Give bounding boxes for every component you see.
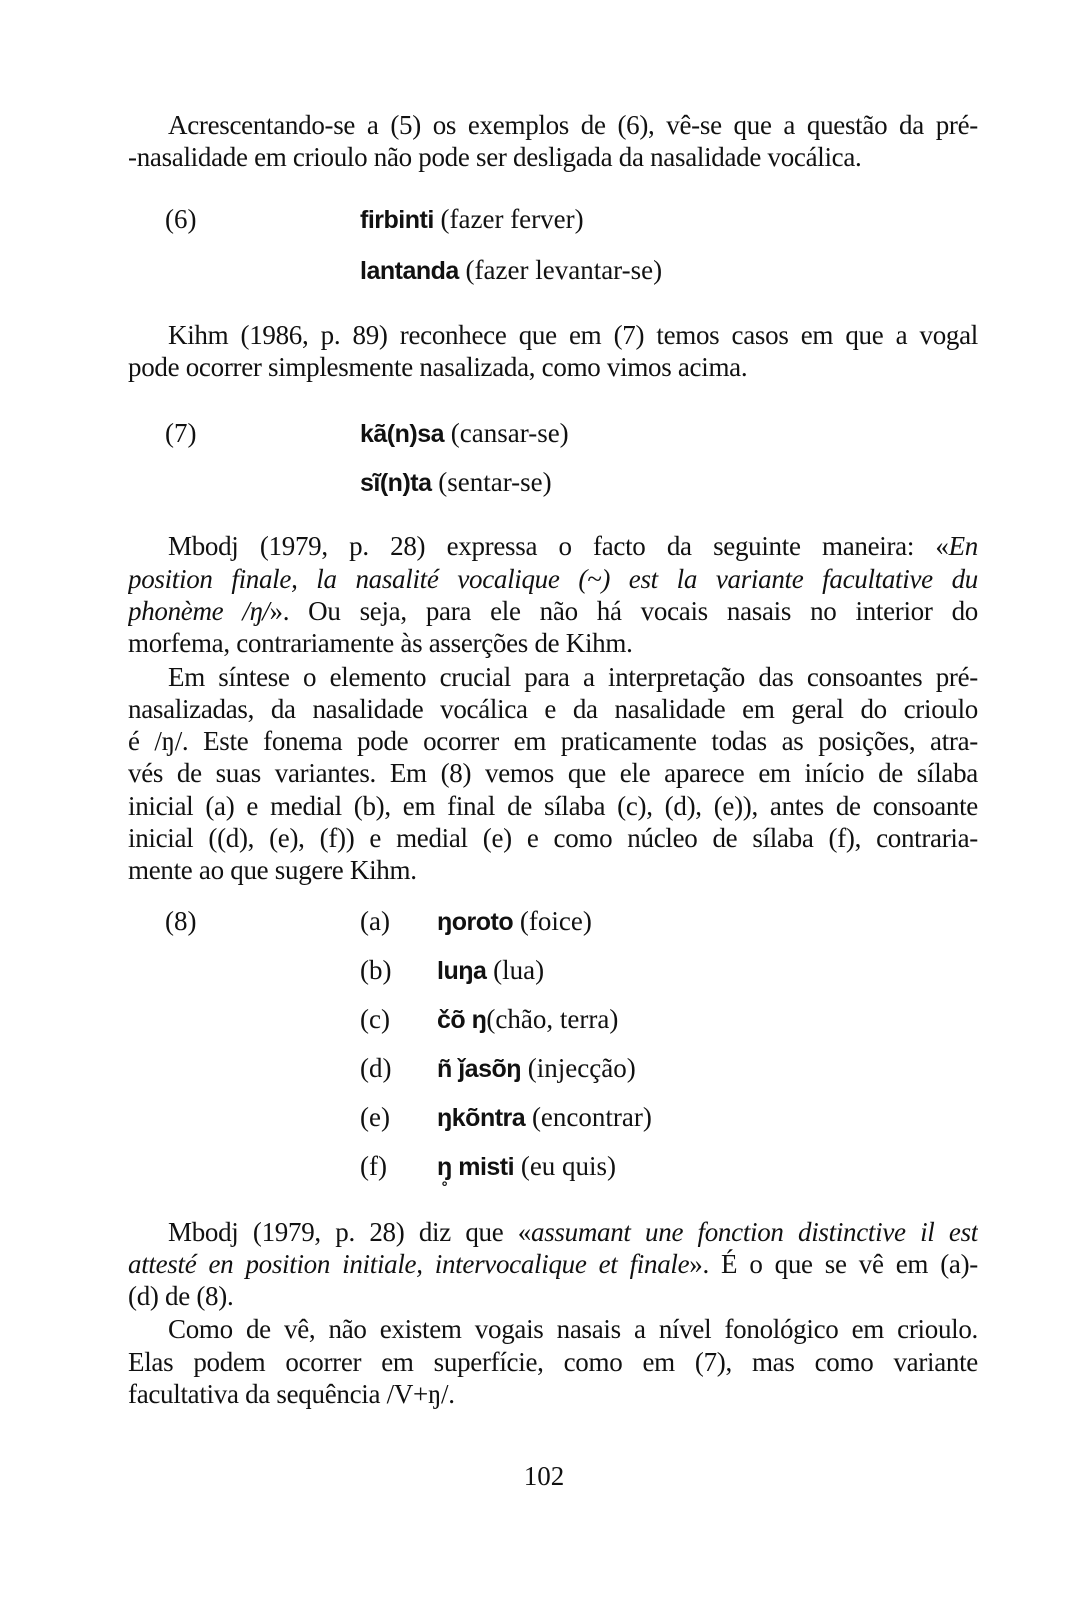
example-item bbox=[360, 254, 662, 287]
creole-word: ŋoroto bbox=[437, 908, 514, 936]
text-line: Em síntese o elemento crucial para a interpretação das consoantes pré- bbox=[168, 662, 978, 692]
text-line bbox=[168, 530, 978, 562]
example-item bbox=[437, 1052, 636, 1085]
example-number: (7) bbox=[165, 418, 197, 448]
gloss: (eu quis) bbox=[520, 1151, 617, 1181]
quote: attesté en position initiale, intervocalique et finale bbox=[128, 1249, 690, 1279]
text-line bbox=[128, 1248, 978, 1280]
example-item bbox=[437, 954, 544, 987]
gloss: (encontrar) bbox=[531, 1102, 652, 1132]
text-line: vés de suas variantes. Em (8) vemos que ele aparece em início de sílaba bbox=[128, 758, 978, 788]
text-line: nasalizadas, da nasalidade vocálica e da nasalidade em geral do crioulo bbox=[128, 694, 978, 724]
example-item bbox=[437, 1150, 616, 1183]
example-label: (b) bbox=[360, 955, 392, 985]
example-number: (6) bbox=[165, 204, 197, 234]
creole-word: firbinti bbox=[360, 206, 434, 234]
text-line: (d) de (8). bbox=[128, 1281, 234, 1311]
text-line: mente ao que sugere Kihm. bbox=[128, 855, 417, 885]
text-line bbox=[168, 1216, 978, 1248]
text: Mbodj (1979, p. 28) diz que « bbox=[168, 1217, 532, 1247]
example-item bbox=[437, 905, 592, 938]
creole-word: lantanda bbox=[360, 257, 459, 285]
text-line: pode ocorrer simplesmente nasalizada, como vimos acima. bbox=[128, 352, 748, 382]
text-line bbox=[128, 595, 978, 627]
gloss: (sentar-se) bbox=[438, 467, 552, 497]
example-item bbox=[437, 1003, 618, 1036]
example-label: (e) bbox=[360, 1102, 390, 1132]
text: ». Ou seja, para ele não há vocais nasais no interior do bbox=[269, 596, 978, 626]
page-number: 102 bbox=[523, 1461, 565, 1491]
example-label: (c) bbox=[360, 1004, 390, 1034]
quote: assumant une fonction distinctive il est bbox=[531, 1217, 978, 1247]
quote: En bbox=[948, 531, 978, 561]
gloss: (injecção) bbox=[527, 1053, 636, 1083]
text-line: Como de vê, não existem vogais nasais a nível fonológico em crioulo. bbox=[168, 1314, 978, 1344]
example-item bbox=[360, 417, 569, 450]
gloss: (fazer ferver) bbox=[440, 204, 584, 234]
creole-word: ŋkõntra bbox=[437, 1104, 526, 1132]
creole-word: ŋ̥ misti bbox=[437, 1153, 515, 1181]
quote: position finale, la nasalité vocalique (~) est la variante facultative du bbox=[128, 564, 978, 594]
text-line: inicial ((d), (e), (f)) e medial (e) e como núcleo de sílaba (f), contraria- bbox=[128, 823, 978, 853]
example-label: (d) bbox=[360, 1053, 392, 1083]
creole-word: kã(n)sa bbox=[360, 420, 445, 448]
example-item bbox=[360, 466, 552, 499]
text-line: inicial (a) e medial (b), em final de sílaba (c), (d), (e)), antes de consoante bbox=[128, 791, 978, 821]
text-line: facultativa da sequência /V+ŋ/. bbox=[128, 1379, 455, 1409]
creole-word: čõ ŋ bbox=[437, 1006, 487, 1034]
example-label: (a) bbox=[360, 906, 390, 936]
gloss: (chão, terra) bbox=[486, 1004, 619, 1034]
text-line: Kihm (1986, p. 89) reconhece que em (7) temos casos em que a vogal bbox=[168, 320, 978, 350]
text: Mbodj (1979, p. 28) expressa o facto da seguinte maneira: « bbox=[168, 531, 949, 561]
text-line: -nasalidade em crioulo não pode ser desligada da nasalidade vocálica. bbox=[128, 142, 862, 172]
example-label: (f) bbox=[360, 1151, 387, 1181]
example-number: (8) bbox=[165, 906, 197, 936]
text-line: Acrescentando-se a (5) os exemplos de (6), vê-se que a questão da pré- bbox=[168, 110, 978, 140]
text: ». É o que se vê em (a)- bbox=[689, 1249, 978, 1279]
creole-word: ñ ǰasõŋ bbox=[437, 1055, 522, 1083]
text-line: morfema, contrariamente às asserções de Kihm. bbox=[128, 628, 633, 658]
gloss: (fazer levantar-se) bbox=[465, 255, 663, 285]
gloss: (foice) bbox=[519, 906, 592, 936]
example-item bbox=[437, 1101, 652, 1134]
quote: phonème /ŋ/ bbox=[128, 596, 270, 626]
gloss: (cansar-se) bbox=[450, 418, 569, 448]
creole-word: luŋa bbox=[437, 957, 487, 985]
text-line bbox=[128, 563, 978, 595]
example-item bbox=[360, 203, 584, 236]
text-line: é /ŋ/. Este fonema pode ocorrer em praticamente todas as posições, atra- bbox=[128, 726, 978, 756]
creole-word: sĩ(n)ta bbox=[360, 469, 432, 497]
gloss: (lua) bbox=[493, 955, 545, 985]
text-line: Elas podem ocorrer em superfície, como em (7), mas como variante bbox=[128, 1347, 978, 1377]
